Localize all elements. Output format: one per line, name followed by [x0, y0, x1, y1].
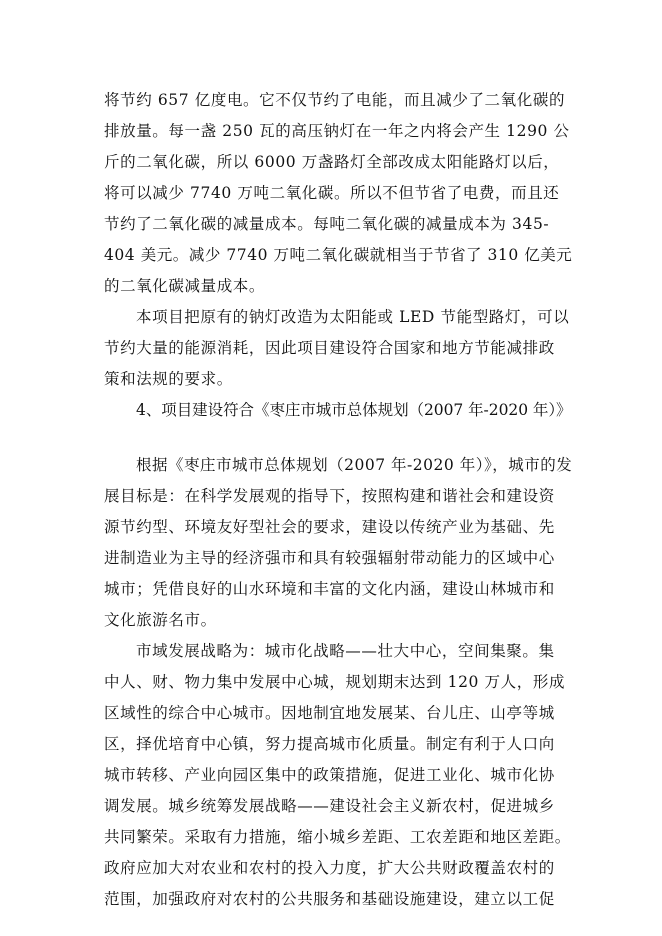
text-line: 市域发展战略为：城市化战略——壮大中心，空间集聚。集	[136, 642, 555, 660]
text-line: 展目标是：在科学发展观的指导下，按照构建和谐社会和建设资	[104, 487, 555, 505]
text-line: 进制造业为主导的经济强市和具有较强辐射带动能力的区域中心	[104, 549, 555, 567]
text-line: 策和法规的要求。	[104, 370, 233, 388]
text-line: 城市转移、产业向园区集中的政策措施，促进工业化、城市化协	[104, 766, 555, 784]
text-line: 中人、财、物力集中发展中心城，规划期末达到 120 万人，形成	[104, 673, 566, 691]
text-line: 根据《枣庄市城市总体规划（2007 年-2020 年）》，城市的发	[136, 456, 573, 474]
text-line: 斤的二氧化碳，所以 6000 万盏路灯全部改成太阳能路灯以后，	[104, 153, 560, 171]
text-line: 区域性的综合中心城市。因地制宜地发展某、台儿庄、山亭等城	[104, 704, 555, 722]
text-line: 文化旅游名市。	[104, 611, 217, 629]
text-line: 节约了二氧化碳的减量成本。每吨二氧化碳的减量成本为 345-	[104, 215, 550, 233]
text-line: 节约大量的能源消耗，因此项目建设符合国家和地方节能减排政	[104, 339, 555, 357]
text-line: 本项目把原有的钠灯改造为太阳能或 LED 节能型路灯，可以	[136, 308, 570, 326]
text-line: 将可以减少 7740 万吨二氧化碳。所以不但节省了电费，而且还	[104, 184, 560, 202]
text-line: 范围，加强政府对农村的公共服务和基础设施建设，建立以工促	[104, 890, 555, 908]
section-heading: 4、项目建设符合《枣庄市城市总体规划（2007 年-2020 年）》	[136, 401, 572, 419]
text-line: 排放量。每一盏 250 瓦的高压钠灯在一年之内将会产生 1290 公	[104, 122, 570, 140]
text-line: 将节约 657 亿度电。它不仅节约了电能，而且减少了二氧化碳的	[104, 91, 566, 109]
text-line: 源节约型、环境友好型社会的要求，建设以传统产业为基础、先	[104, 518, 555, 536]
text-line: 区，择优培育中心镇，努力提高城市化质量。制定有利于人口向	[104, 735, 555, 753]
text-line: 404 美元。减少 7740 万吨二氧化碳就相当于节省了 310 亿美元	[104, 246, 573, 264]
text-line: 政府应加大对农业和农村的投入力度，扩大公共财政覆盖农村的	[104, 859, 555, 877]
text-line: 的二氧化碳减量成本。	[104, 277, 266, 295]
text-line: 调发展。城乡统筹发展战略——建设社会主义新农村，促进城乡	[104, 797, 555, 815]
text-line: 城市；凭借良好的山水环境和丰富的文化内涵，建设山林城市和	[104, 580, 555, 598]
text-line: 共同繁荣。采取有力措施，缩小城乡差距、工农差距和地区差距。	[104, 828, 571, 846]
